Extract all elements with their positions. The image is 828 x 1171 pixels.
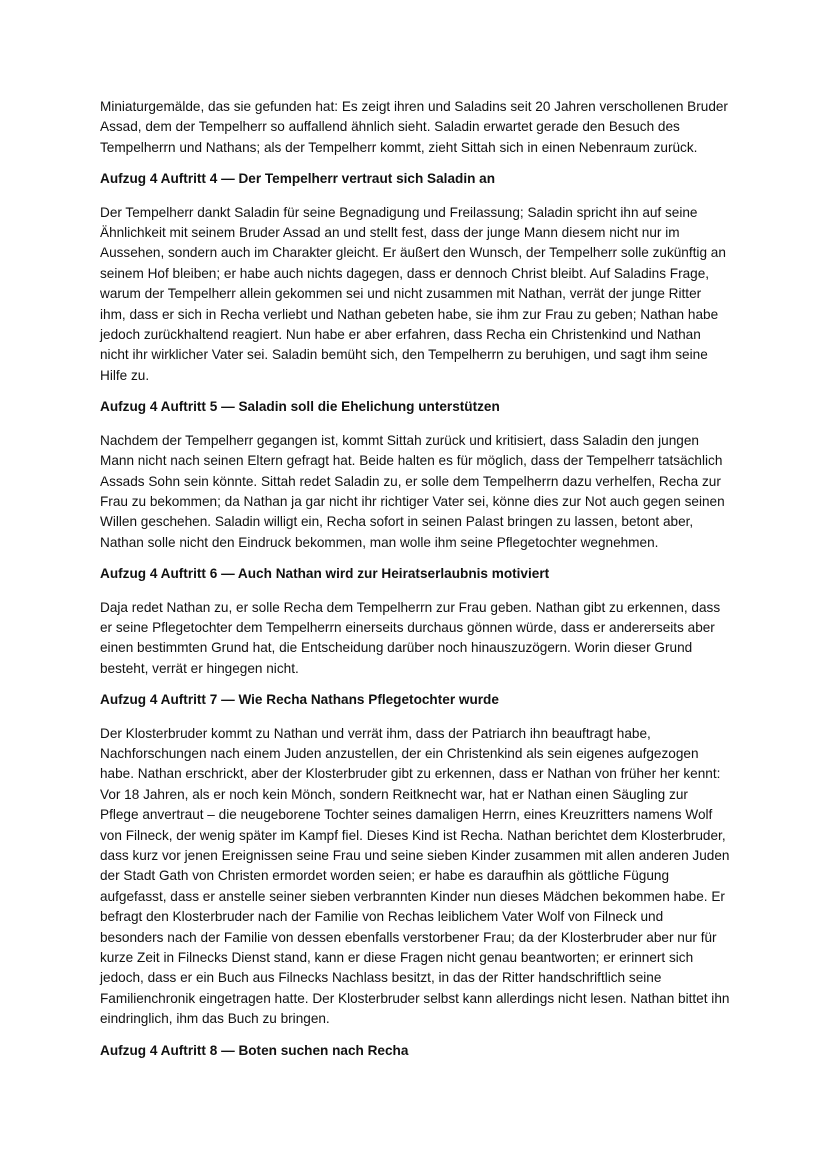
section-heading-act4-scene7: Aufzug 4 Auftritt 7 — Wie Recha Nathans Pflegetochter wurde xyxy=(100,692,499,708)
section-body-act4-scene6: Daja redet Nathan zu, er solle Recha dem Tempelherrn zur Frau geben. Nathan gibt zu erkennen, dass er seine Pflegetochter dem Tempelherrn einerseits durchaus gönnen würde, dass er andererseits aber einen bestimmten Grund hat, die Entscheidung darüber noch hinauszuzögern. Worin dieser Grund besteht, verrät er hingegen nicht. xyxy=(100,599,721,676)
section-heading-act4-scene8: Aufzug 4 Auftritt 8 — Boten suchen nach Recha xyxy=(100,1042,409,1058)
section-heading-act4-scene6: Aufzug 4 Auftritt 6 — Auch Nathan wird zur Heiratserlaubnis motiviert xyxy=(100,566,550,582)
section-body-act4-scene7: Der Klosterbruder kommt zu Nathan und verrät ihm, dass der Patriarch ihn beauftragt habe, Nachforschungen nach einem Juden anzustellen, der ein Christenkind als sein eigenes aufgezogen habe. Nathan erschrickt, aber der Klosterbruder gibt zu erkennen, dass er Nathan von früher her kennt: Vor 18 Jahren, als er noch kein Mönch, sondern Reitknecht war, hat er Nathan einen Säugling zur Pflege anvertraut – die neugeborene Tochter seines damaligen Herrn, eines Kreuzritters namens Wolf von Filneck, der wenig später im Kampf fiel. Dieses Kind ist Recha. Nathan berichtet dem Klosterbruder, dass kurz vor jenen Ereignissen seine Frau und seine sieben Kinder zusammen mit allen anderen Juden der Stadt Gath von Christen ermordet worden seien; er habe es daraufhin als göttliche Fügung aufgefasst, dass er anstelle seiner sieben verbrannten Kinder nun dieses Mädchen bekommen habe. Er befragt den Klosterbruder nach der Familie von Rechas leiblichem Vater Wolf von Filneck und besonders nach der Familie von dessen ebenfalls verstorbener Frau; da der Klosterbruder aber nur für kurze Zeit in Filnecks Dienst stand, kann er diese Fragen nicht genau beantworten; er erinnert sich jedoch, dass er ein Buch aus Filnecks Nachlass besitzt, in das der Ritter handschriftlich seine Familienchronik eingetragen hatte. Der Klosterbruder selbst kann allerdings nicht lesen. Nathan bittet ihn eindringlich, ihm das Buch zu bringen. xyxy=(100,725,730,1027)
section-heading-act4-scene5: Aufzug 4 Auftritt 5 — Saladin soll die Ehelichung unterstützen xyxy=(100,399,500,415)
document-page xyxy=(100,97,730,1074)
intro-paragraph: Miniaturgemälde, das sie gefunden hat: Es zeigt ihren und Saladins seit 20 Jahren verschollenen Bruder Assad, dem der Tempelherr so auffallend ähnlich sieht. Saladin erwartet gerade den Besuch des Tempelherrn und Nathans; als der Tempelherr kommt, zieht Sittah sich in einen Nebenraum zurück. xyxy=(100,99,728,155)
section-body-act4-scene4: Der Tempelherr dankt Saladin für seine Begnadigung und Freilassung; Saladin spricht ihn auf seine Ähnlichkeit mit seinem Bruder Assad an und stellt fest, dass der junge Mann diesem nicht nur im Aussehen, sondern auch im Charakter gleicht. Er äußert den Wunsch, der Tempelherr solle zukünftig an seinem Hof bleiben; er habe auch nichts dagegen, dass er dennoch Christ bleibt. Auf Saladins Frage, warum der Tempelherr allein gekommen sei und nicht zusammen mit Nathan, verrät der junge Ritter ihm, dass er sich in Recha verliebt und Nathan gebeten habe, sie ihm zur Frau zu geben; Nathan habe jedoch zurückhaltend reagiert. Nun habe er aber erfahren, dass Recha ein Christenkind und Nathan nicht ihr wirklicher Vater sei. Saladin bemüht sich, den Tempelherrn zu beruhigen, und sagt ihm seine Hilfe zu. xyxy=(100,204,726,383)
section-heading-act4-scene4: Aufzug 4 Auftritt 4 — Der Tempelherr vertraut sich Saladin an xyxy=(100,171,496,187)
section-body-act4-scene5: Nachdem der Tempelherr gegangen ist, kommt Sittah zurück und kritisiert, dass Saladin den jungen Mann nicht nach seinen Eltern gefragt hat. Beide halten es für möglich, dass der Tempelherr tatsächlich Assads Sohn sein könnte. Sittah redet Saladin zu, er solle dem Tempelherrn dazu verhelfen, Recha zur Frau zu bekommen; da Nathan ja gar nicht ihr richtiger Vater sei, könne dies zur Not auch gegen seinen Willen geschehen. Saladin willigt ein, Recha sofort in seinen Palast bringen zu lassen, betont aber, Nathan solle nicht den Eindruck bekommen, man wolle ihm seine Pflegetochter wegnehmen. xyxy=(100,432,725,550)
